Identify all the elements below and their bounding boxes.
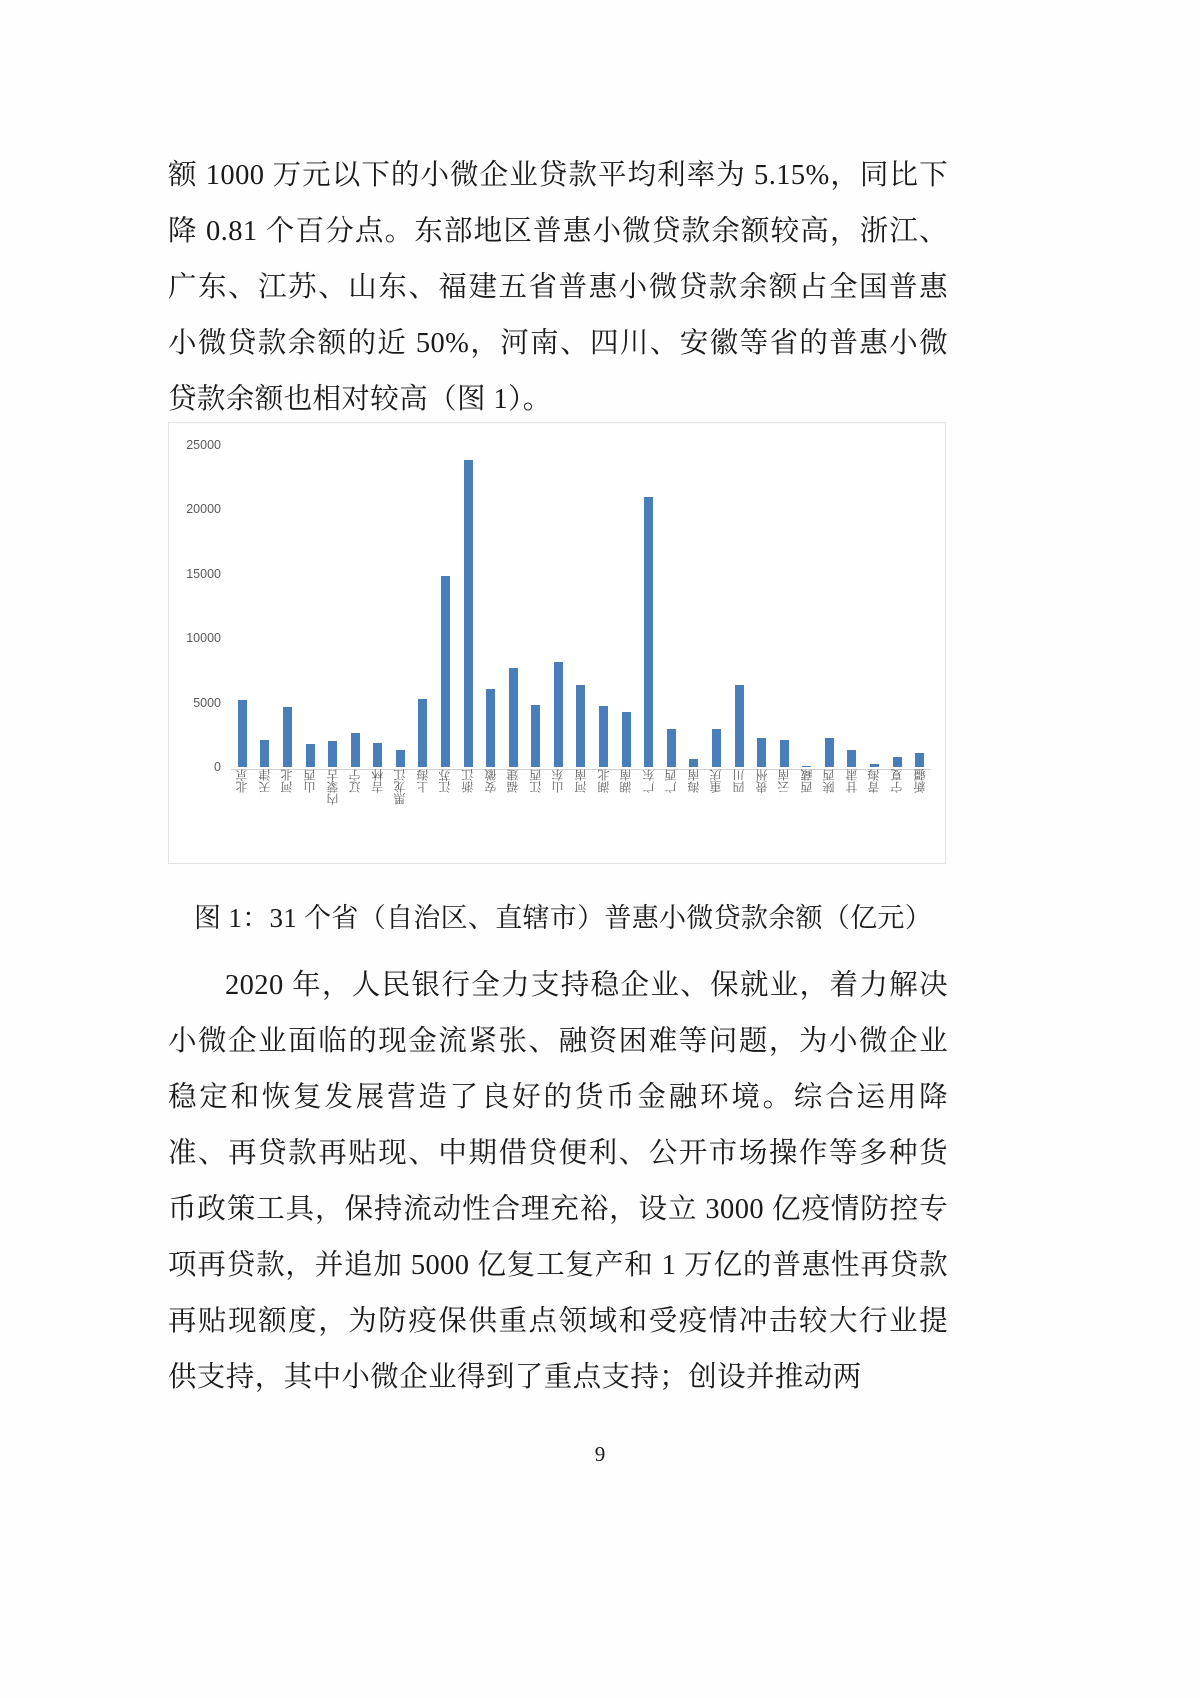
- chart-bar-slot: [795, 445, 818, 767]
- chart-bar: [486, 689, 495, 767]
- chart-bar: [825, 738, 834, 767]
- chart-x-label: 吉林: [370, 769, 385, 793]
- chart-x-label-slot: [276, 769, 299, 857]
- chart-x-label: 甘肃: [844, 769, 859, 793]
- page-number: 9: [594, 1442, 606, 1466]
- chart-bar-slot: [886, 445, 909, 767]
- chart-bar-slot: [547, 445, 570, 767]
- chart-x-label-slot: [389, 769, 412, 857]
- chart-bars: [231, 445, 931, 767]
- chart-x-label: 内蒙古: [325, 769, 340, 805]
- chart-x-label-slot: [908, 769, 931, 857]
- chart-x-label-slot: [412, 769, 435, 857]
- chart-bar-slot: [728, 445, 751, 767]
- chart-x-label-slot: [344, 769, 367, 857]
- chart-bar-slot: [344, 445, 367, 767]
- chart-x-label: 青海: [867, 769, 882, 793]
- chart-bar-slot: [457, 445, 480, 767]
- y-tick-5: 25000: [186, 438, 221, 452]
- chart-x-label: 江西: [528, 769, 543, 793]
- chart-x-label-slot: [818, 769, 841, 857]
- paragraph-top-text: 额 1000 万元以下的小微企业贷款平均利率为 5.15%，同比下降 0.81 个百分点。东部地区普惠小微贷款余额较高，浙江、广东、江苏、山东、福建五省普惠小微贷款余额占全国普惠小微贷款余额的近 50%，河南、四川、安徽等省的普惠小微贷款余额也相对较高（图 1）。: [168, 160, 948, 415]
- chart-bar: [531, 705, 540, 767]
- chart-bar: [689, 759, 698, 767]
- chart-bar: [554, 662, 563, 767]
- chart-bar-slot: [231, 445, 254, 767]
- chart-x-label-slot: [570, 769, 593, 857]
- chart-bar-slot: [683, 445, 706, 767]
- chart-bar: [260, 740, 269, 767]
- chart-x-label-slot: [592, 769, 615, 857]
- chart-x-label: 安徽: [483, 769, 498, 793]
- chart-x-label-slot: [886, 769, 909, 857]
- chart-x-label: 广东: [641, 769, 656, 793]
- chart-x-label-slot: [434, 769, 457, 857]
- chart-bar: [396, 750, 405, 767]
- chart-x-label: 西藏: [799, 769, 814, 793]
- chart-bar: [622, 712, 631, 767]
- chart-bar-slot: [841, 445, 864, 767]
- chart-plot-area: [231, 445, 931, 767]
- chart-x-label: 海南: [686, 769, 701, 793]
- chart-bar-slot: [705, 445, 728, 767]
- chart-y-axis: [169, 438, 227, 774]
- chart-x-label-slot: [547, 769, 570, 857]
- chart-x-label-slot: [479, 769, 502, 857]
- chart-bar: [283, 707, 292, 767]
- chart-bar: [328, 741, 337, 767]
- chart-bar: [667, 729, 676, 767]
- chart-bar-slot: [818, 445, 841, 767]
- chart-x-label: 江苏: [438, 769, 453, 793]
- chart-x-label: 浙江: [461, 769, 476, 793]
- chart-bar: [870, 764, 879, 767]
- chart-x-label: 湖南: [619, 769, 634, 793]
- y-tick-3: 15000: [186, 566, 221, 581]
- y-tick-1: 5000: [193, 695, 221, 710]
- chart-x-label: 湖北: [596, 769, 611, 793]
- chart-x-label-slot: [502, 769, 525, 857]
- chart-bar: [780, 740, 789, 767]
- chart-bar-slot: [389, 445, 412, 767]
- chart-x-label-slot: [773, 769, 796, 857]
- chart-x-label-slot: [231, 769, 254, 857]
- chart-bar: [306, 744, 315, 767]
- chart-bar-slot: [773, 445, 796, 767]
- chart-bar-slot: [321, 445, 344, 767]
- chart-bar-slot: [254, 445, 277, 767]
- chart-bar-slot: [863, 445, 886, 767]
- chart-x-label: 新疆: [912, 769, 927, 793]
- chart-bar-slot: [299, 445, 322, 767]
- chart-x-label: 陕西: [822, 769, 837, 793]
- chart-x-label-slot: [795, 769, 818, 857]
- chart-bar-slot: [276, 445, 299, 767]
- chart-bar: [576, 685, 585, 767]
- chart-bar: [915, 753, 924, 767]
- chart-bar-slot: [502, 445, 525, 767]
- figure-caption: 图 1：31 个省（自治区、直辖市）普惠小微贷款余额（亿元）: [194, 903, 932, 933]
- chart-bar: [464, 460, 473, 767]
- chart-bar-slot: [660, 445, 683, 767]
- chart-bar: [802, 766, 811, 767]
- chart-bar-slot: [525, 445, 548, 767]
- chart-x-label: 黑龙江: [393, 769, 408, 805]
- chart-x-label-slot: [299, 769, 322, 857]
- chart-x-label-slot: [750, 769, 773, 857]
- chart-x-label-slot: [705, 769, 728, 857]
- chart-x-label-slot: [457, 769, 480, 857]
- y-tick-0: 0: [214, 760, 221, 774]
- chart-bar-slot: [750, 445, 773, 767]
- chart-bar-slot: [570, 445, 593, 767]
- chart-x-label: 四川: [732, 769, 746, 793]
- chart-x-label-slot: [728, 769, 751, 857]
- chart-x-label: 上海: [415, 769, 430, 793]
- chart-x-axis-labels: [231, 769, 931, 857]
- chart-bar: [373, 743, 382, 767]
- chart-x-label-slot: [683, 769, 706, 857]
- chart-bar-slot: [908, 445, 931, 767]
- chart-x-label: 天津: [257, 769, 272, 793]
- chart-bar-slot: [615, 445, 638, 767]
- chart-bar: [893, 757, 902, 767]
- chart-bar: [509, 668, 518, 767]
- y-tick-4: 20000: [186, 502, 221, 517]
- chart-x-label: 山东: [551, 769, 566, 793]
- chart-x-label: 重庆: [709, 769, 724, 793]
- chart-x-label: 广西: [664, 769, 679, 793]
- chart-bar: [735, 685, 744, 767]
- chart-bar-slot: [479, 445, 502, 767]
- chart-x-label-slot: [366, 769, 389, 857]
- chart-x-label-slot: [660, 769, 683, 857]
- chart-bar: [847, 750, 856, 767]
- paragraph-bottom: [168, 958, 948, 1406]
- chart-bar-slot: [637, 445, 660, 767]
- chart-bar: [712, 729, 721, 767]
- chart-bar: [418, 699, 427, 767]
- chart-bar-slot: [366, 445, 389, 767]
- chart-x-label-slot: [254, 769, 277, 857]
- chart-x-label: 河北: [280, 769, 295, 793]
- figure-1-chart: [168, 422, 946, 864]
- chart-x-label-slot: [525, 769, 548, 857]
- chart-x-label-slot: [637, 769, 660, 857]
- chart-bar: [238, 700, 247, 767]
- chart-x-label-slot: [615, 769, 638, 857]
- chart-bar-slot: [592, 445, 615, 767]
- chart-x-label: 宁夏: [890, 769, 905, 793]
- paragraph-bottom-text: 2020 年，人民银行全力支持稳企业、保就业，着力解决小微企业面临的现金流紧张、融资困难等问题，为小微企业稳定和恢复发展营造了良好的货币金融环境。综合运用降准、再贷款再贴现、中期借贷便利、公开市场操作等多种货币政策工具，保持流动性合理充裕，设立 3000 亿疫情防控专项再贷款，并追加 5000 亿复工复产和 1 万亿的普惠性再贷款再贴现额度，为防疫保供重点领域和受疫情冲击较大行业提供支持，其中小微企业得到了重点支持；创设并推动两: [168, 970, 948, 1393]
- chart-bar-slot: [412, 445, 435, 767]
- chart-bar-slot: [434, 445, 457, 767]
- y-tick-2: 10000: [186, 631, 221, 646]
- chart-bar: [441, 576, 450, 767]
- chart-x-label: 北京: [235, 769, 250, 793]
- chart-x-label: 云南: [777, 769, 792, 793]
- chart-x-label: 贵州: [754, 769, 769, 793]
- chart-x-label: 辽宁: [348, 769, 363, 793]
- chart-bar: [599, 706, 608, 767]
- chart-x-label: 福建: [506, 769, 521, 793]
- chart-bar: [351, 733, 360, 767]
- chart-x-label: 河南: [573, 769, 588, 793]
- chart-x-label: 山西: [303, 769, 318, 793]
- chart-x-label-slot: [321, 769, 344, 857]
- chart-bar: [644, 497, 653, 767]
- paragraph-top: [168, 148, 948, 428]
- chart-x-label-slot: [841, 769, 864, 857]
- chart-bar: [757, 738, 766, 767]
- chart-x-label-slot: [863, 769, 886, 857]
